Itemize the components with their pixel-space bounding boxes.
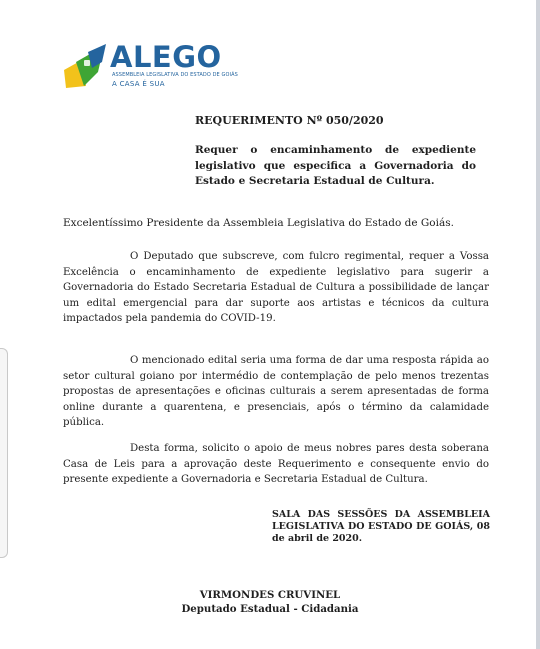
document-ementa: Requer o encaminhamento de expediente legislativo que especifica a Governadoria do Estado e Secretaria Estadual de Cultura.	[195, 144, 476, 187]
logo-wordmark: ALEGO	[110, 40, 222, 74]
body-paragraph: Desta forma, solicito o apoio de meus nobres pares desta soberana Casa de Leis para a aprovação deste Requerimento e consequente envio do presente expediente a Governadoria e Secretaria Estadual de Cultura.	[63, 443, 489, 485]
alego-logo	[62, 40, 238, 96]
body-paragraph: O mencionado edital seria uma forma de dar uma resposta rápida ao setor cultural goiano por intermédio de contemplação de pelo menos trezentas propostas de apresentações e oficinas culturais a serem apresentadas de forma online durante a quarentena, e presenciais, após o término da calamidade pública.	[63, 355, 489, 428]
closing-location-date: SALA DAS SESSÕES DA ASSEMBLEIA LEGISLATIVA DO ESTADO DE GOIÁS, 08 de abril de 2020.	[272, 509, 490, 544]
page-right-edge	[536, 0, 540, 649]
logo-slogan: A CASA É SUA	[112, 80, 165, 88]
signatory-role: Deputado Estadual - Cidadania	[181, 603, 359, 615]
scroll-handle[interactable]	[0, 348, 8, 558]
salutation: Excelentíssimo Presidente da Assembleia Legislativa do Estado de Goiás.	[63, 217, 454, 229]
alego-emblem-icon	[62, 42, 112, 92]
body-paragraph: O Deputado que subscreve, com fulcro regimental, requer a Vossa Excelência o encaminhamento de expediente legislativo para sugerir a Governadoria do Estado Secretaria Estadual de Cultura a possibilidade de lançar um edital emergencial para dar suporte aos artistas e técnicos da cultura impactados pela pandemia do COVID-19.	[63, 251, 489, 324]
document-title: REQUERIMENTO Nº 050/2020	[195, 114, 384, 127]
signatory-name: VIRMONDES CRUVINEL	[199, 589, 341, 601]
logo-subtitle: ASSEMBLEIA LEGISLATIVA DO ESTADO DE GOIÁS	[112, 72, 238, 78]
